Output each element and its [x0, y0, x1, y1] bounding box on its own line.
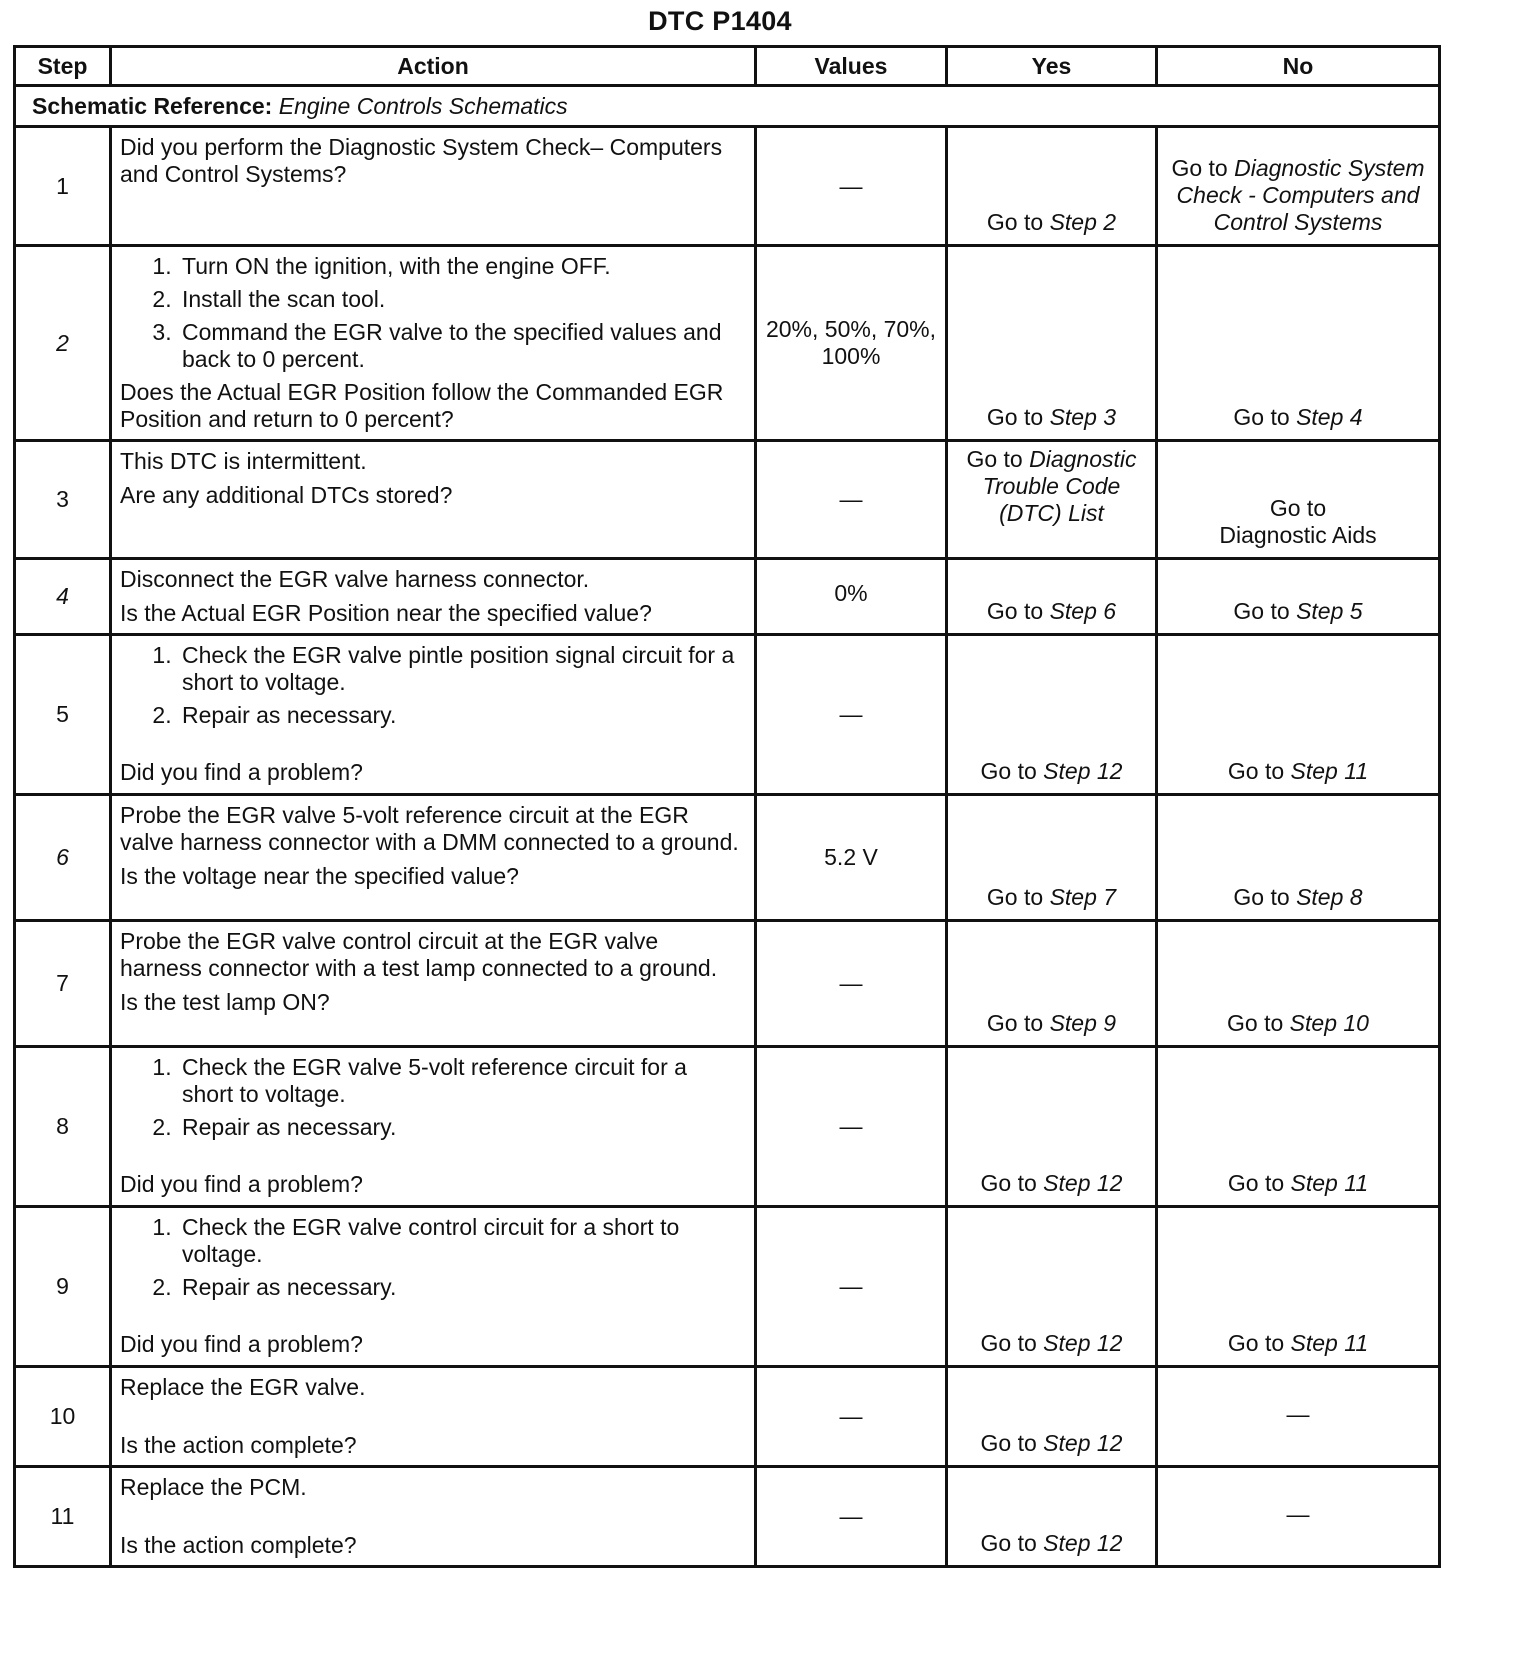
action-cell [111, 246, 756, 441]
action-text: Replace the PCM. [120, 1474, 307, 1500]
header-row [15, 47, 1440, 86]
step-number: 11 [15, 1467, 111, 1567]
no-prefix: Go to [1233, 404, 1290, 430]
step-number: 5 [15, 635, 111, 795]
action-text: Disconnect the EGR valve harness connector. [120, 566, 590, 592]
action-question: Did you find a problem? [120, 759, 363, 785]
table-row [15, 559, 1440, 635]
schematic-reference-row [15, 86, 1440, 127]
table-row [15, 795, 1440, 921]
table-row [15, 441, 1440, 559]
step-number: 6 [15, 795, 111, 921]
yes-prefix: Go to [986, 209, 1044, 235]
action-cell [111, 1467, 756, 1567]
action-step-item: 2. Repair as necessary. [178, 702, 744, 729]
action-steps-list [120, 1054, 744, 1141]
no-prefix: Go to [1227, 1170, 1285, 1196]
action-text: This DTC is intermittent. [120, 448, 367, 474]
yes-prefix: Go to [980, 1530, 1037, 1556]
action-text: Probe the EGR valve 5-volt reference circuit at the EGR valve harness connector with a DMM connected to a ground. [120, 802, 739, 855]
yes-cell [947, 1367, 1157, 1467]
value-cell: 0% [756, 559, 947, 635]
action-step-item: 1. Check the EGR valve control circuit for a short to voltage. [178, 1214, 744, 1268]
yes-cell [947, 1047, 1157, 1207]
yes-prefix: Go to [986, 1010, 1044, 1036]
action-question: Are any additional DTCs stored? [120, 482, 453, 508]
table-row [15, 921, 1440, 1047]
no-prefix: Go to [1227, 1010, 1284, 1036]
yes-prefix: Go to [986, 404, 1044, 430]
action-question: Is the Actual EGR Position near the specified value? [120, 600, 652, 626]
no-cell [1157, 795, 1440, 921]
no-target-link[interactable]: Diagnostic System Check - Computers and Control Systems [1176, 155, 1425, 235]
value-cell: — [756, 635, 947, 795]
diagnostic-table [13, 45, 1441, 1568]
yes-target-link[interactable]: Step 2 [1049, 209, 1117, 235]
step-number: 4 [15, 559, 111, 635]
yes-cell [947, 1207, 1157, 1367]
yes-target-link[interactable]: Step 7 [1049, 884, 1117, 910]
action-text: Did you perform the Diagnostic System Check– Computers and Control Systems? [120, 134, 723, 187]
action-cell [111, 559, 756, 635]
action-cell [111, 441, 756, 559]
no-value: — [1286, 1401, 1310, 1427]
no-target-link[interactable]: Step 11 [1290, 1330, 1369, 1356]
action-question: Is the action complete? [120, 1432, 357, 1458]
yes-cell [947, 246, 1157, 441]
no-cell [1157, 559, 1440, 635]
value-cell: — [756, 1047, 947, 1207]
no-cell [1157, 921, 1440, 1047]
yes-prefix: Go to [986, 598, 1044, 624]
no-prefix: Go to [1171, 155, 1228, 181]
yes-cell [947, 635, 1157, 795]
yes-target-link[interactable]: Diagnostic Trouble Code (DTC) List [982, 446, 1137, 526]
yes-cell [947, 127, 1157, 246]
action-cell [111, 635, 756, 795]
yes-target-link[interactable]: Step 12 [1043, 1430, 1123, 1456]
header-values: Values [756, 47, 947, 86]
no-prefix: Go to [1227, 758, 1285, 784]
no-cell [1157, 127, 1440, 246]
yes-prefix: Go to [966, 446, 1023, 472]
schematic-reference [15, 86, 1440, 127]
yes-target-link[interactable]: Step 12 [1043, 758, 1123, 784]
value-cell: — [756, 1207, 947, 1367]
yes-target-link[interactable]: Step 12 [1043, 1170, 1123, 1196]
table-row [15, 1207, 1440, 1367]
action-step-item: 1. Check the EGR valve 5-volt reference circuit for a short to voltage. [178, 1054, 744, 1108]
no-prefix: Go to [1233, 884, 1290, 910]
action-step-item: 2. Install the scan tool. [178, 286, 744, 313]
yes-target-link[interactable]: Step 3 [1049, 404, 1117, 430]
no-prefix: Go to [1233, 598, 1290, 624]
header-action: Action [111, 47, 756, 86]
no-target-link[interactable]: Diagnostic Aids [1219, 522, 1377, 548]
action-step-item: 1. Check the EGR valve pintle position signal circuit for a short to voltage. [178, 642, 744, 696]
value-cell: — [756, 1467, 947, 1567]
action-steps-list [120, 253, 744, 373]
value-cell: 20%, 50%, 70%, 100% [756, 246, 947, 441]
yes-cell [947, 1467, 1157, 1567]
action-cell [111, 1047, 756, 1207]
yes-target-link[interactable]: Step 12 [1043, 1330, 1123, 1356]
step-number: 9 [15, 1207, 111, 1367]
action-question: Does the Actual EGR Position follow the Commanded EGR Position and return to 0 percent? [120, 379, 724, 432]
action-step-item: 1. Turn ON the ignition, with the engine OFF. [178, 253, 744, 280]
step-number: 1 [15, 127, 111, 246]
schematic-reference-label: Schematic Reference: [32, 92, 273, 119]
yes-prefix: Go to [980, 1430, 1037, 1456]
header-no: No [1157, 47, 1440, 86]
step-number: 3 [15, 441, 111, 559]
no-value: — [1286, 1501, 1310, 1527]
value-cell: — [756, 921, 947, 1047]
table-row [15, 635, 1440, 795]
header-yes: Yes [947, 47, 1157, 86]
step-number: 10 [15, 1367, 111, 1467]
yes-prefix: Go to [980, 1170, 1037, 1196]
value-cell: — [756, 441, 947, 559]
step-number: 7 [15, 921, 111, 1047]
no-target-link[interactable]: Step 5 [1296, 598, 1363, 624]
action-text: Replace the EGR valve. [120, 1374, 366, 1400]
action-text: Probe the EGR valve control circuit at the EGR valve harness connector with a test lamp connected to a ground. [120, 928, 718, 981]
yes-prefix: Go to [986, 884, 1044, 910]
action-question: Is the voltage near the specified value? [120, 863, 519, 889]
no-cell [1157, 246, 1440, 441]
no-cell [1157, 1367, 1440, 1467]
action-question: Did you find a problem? [120, 1331, 363, 1357]
schematic-reference-link[interactable]: Engine Controls Schematics [278, 92, 568, 119]
no-target-link[interactable]: Step 8 [1296, 884, 1363, 910]
action-steps-list [120, 642, 744, 729]
action-question: Is the test lamp ON? [120, 989, 330, 1015]
yes-target-link[interactable]: Step 9 [1049, 1010, 1117, 1036]
value-cell: — [756, 1367, 947, 1467]
yes-target-link[interactable]: Step 6 [1049, 598, 1117, 624]
yes-prefix: Go to [980, 758, 1037, 784]
yes-cell [947, 921, 1157, 1047]
action-step-item: 2. Repair as necessary. [178, 1114, 744, 1141]
yes-cell [947, 441, 1157, 559]
step-number: 8 [15, 1047, 111, 1207]
action-step-item: 2. Repair as necessary. [178, 1274, 744, 1301]
no-cell [1157, 1047, 1440, 1207]
no-target-link[interactable]: Step 11 [1290, 1170, 1369, 1196]
table-row [15, 1367, 1440, 1467]
action-cell [111, 795, 756, 921]
value-cell: — [756, 127, 947, 246]
action-cell [111, 1367, 756, 1467]
yes-target-link[interactable]: Step 12 [1043, 1530, 1123, 1556]
action-question: Is the action complete? [120, 1532, 357, 1558]
value-cell: 5.2 V [756, 795, 947, 921]
no-prefix: Go to [1269, 495, 1327, 521]
table-row [15, 246, 1440, 441]
yes-cell [947, 559, 1157, 635]
yes-cell [947, 795, 1157, 921]
no-target-link[interactable]: Step 4 [1296, 404, 1363, 430]
no-cell [1157, 635, 1440, 795]
no-cell [1157, 1467, 1440, 1567]
no-prefix: Go to [1227, 1330, 1285, 1356]
yes-prefix: Go to [980, 1330, 1037, 1356]
action-step-item: 3. Command the EGR valve to the specified values and back to 0 percent. [178, 319, 744, 373]
action-cell [111, 127, 756, 246]
no-target-link[interactable]: Step 10 [1289, 1010, 1369, 1036]
table-row [15, 1047, 1440, 1207]
action-question: Did you find a problem? [120, 1171, 363, 1197]
header-step: Step [15, 47, 111, 86]
no-target-link[interactable]: Step 11 [1290, 758, 1369, 784]
action-cell [111, 1207, 756, 1367]
action-cell [111, 921, 756, 1047]
action-steps-list [120, 1214, 744, 1301]
page-title: DTC P1404 [648, 6, 792, 36]
no-cell [1157, 441, 1440, 559]
table-row [15, 127, 1440, 246]
table-row [15, 1467, 1440, 1567]
no-cell [1157, 1207, 1440, 1367]
step-number: 2 [15, 246, 111, 441]
